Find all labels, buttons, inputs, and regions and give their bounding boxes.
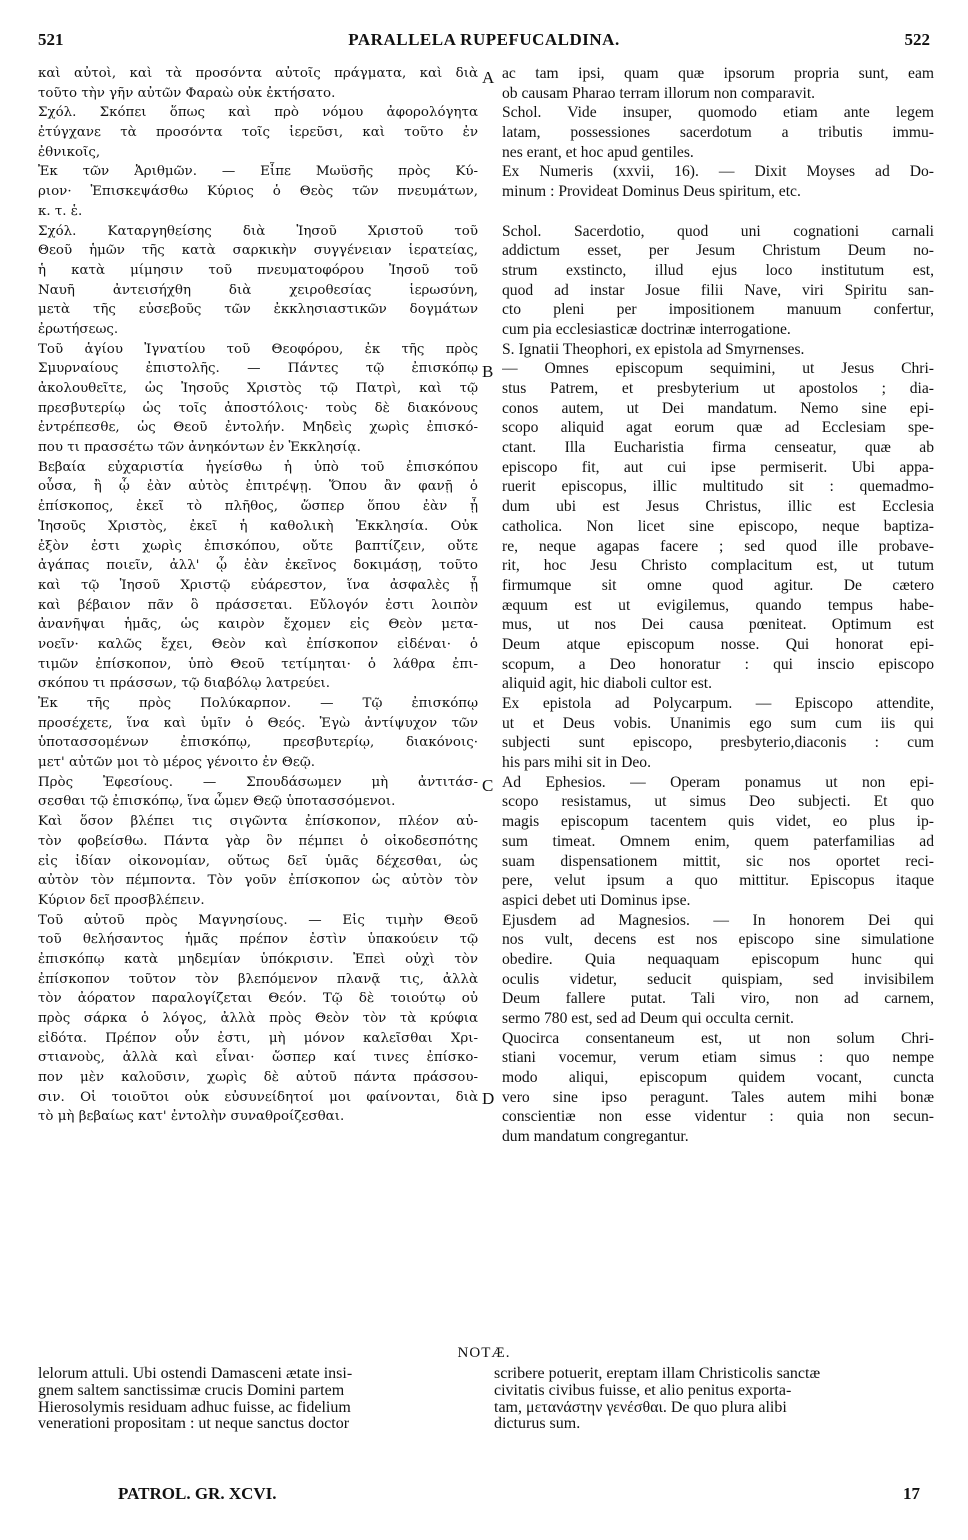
greek-text-line: μετ' αὐτῶν μοι τὸ μέρος γένοιτο ἐν Θεῷ.: [38, 755, 316, 771]
latin-text-line: scopum, a Deo honoratur : qui inscio episcopo: [502, 655, 934, 673]
section-marker-b: B: [482, 362, 494, 381]
page-number-left: 521: [38, 30, 64, 49]
footer-volume: PATROL. GR. XCVI.: [118, 1484, 277, 1503]
note-line: gnem saltem sanctissimæ crucis Domini partem: [38, 1382, 345, 1399]
greek-text-line: νοεῖν· καλῶς ἔχει, Θεὸν καὶ ἐπίσκοπον εἰδέναι· ὁ: [38, 636, 478, 652]
latin-text-line: his pars mihi sit in Deo.: [502, 754, 652, 772]
greek-text-line: Ἰησοῦς Χριστὸς, ἐκεῖ ἡ καθολικὴ Ἐκκλησία. Οὐκ: [38, 518, 478, 534]
greek-text-line: τοῦ θελήσαντος ἡμᾶς πρέπον ἐστὶν ὑπακούειν τῷ: [38, 932, 478, 948]
latin-text-line: mus, ut nos Dei causa pœniteat. Optimum est: [502, 616, 934, 634]
latin-text-line: ob causam Pharao terram illorum non comparavit.: [502, 84, 816, 102]
latin-text-line: — Omnes episcopum sequimini, ut Jesus Chri-: [502, 360, 934, 378]
greek-text-line: οὖσα, ἢ ᾧ ἐὰν αὐτὸς ἐπιτρέψῃ. Ὅπου ἂν φανῇ ὁ: [38, 479, 478, 495]
latin-text-line: nes erant, et hoc apud gentiles.: [502, 143, 694, 161]
note-line: venerationi propositam : ut neque sanctus doctor: [38, 1416, 350, 1433]
notes-heading: NOTÆ.: [457, 1345, 511, 1361]
greek-text-line: πρεσβυτερίῳ ὡς τοῖς ἀποστόλοις· τοὺς δὲ διακόνους: [38, 400, 478, 416]
greek-text-line: καὶ βέβαιον πᾶν ὃ πράσσεται. Εὔλογόν ἐστι λοιπὸν: [38, 597, 478, 613]
latin-text-line: ctant. Illa Eucharistia firma censeatur, quæ ab: [502, 439, 934, 457]
greek-text-line: τὸν φοβείσθω. Πάντα γὰρ ὃν πέμπει ὁ οἰκοδεσπότης: [38, 833, 478, 849]
greek-text-line: ἐπίσκοπος, ἐκεῖ τὸ πλῆθος, ὥσπερ ὅπου ἐὰν ᾖ: [38, 499, 478, 515]
latin-text-line: S. Ignatii Theophori, ex epistola ad Smyrnenses.: [502, 340, 805, 358]
greek-text-line: ἐθνικοῖς,: [38, 144, 101, 160]
greek-text-line: εἰδότα. Πρέπον οὖν ἐστι, μὴ μόνον καλεῖσθαι Χρι-: [38, 1030, 478, 1046]
note-line: tam, μετανάστην γενέσθαι. De quo plura alibi: [494, 1399, 787, 1416]
latin-text-line: nos vult, decens est nos episcopo sine simulatione: [502, 931, 934, 949]
latin-text-line: dum mandatum congregantur.: [502, 1128, 689, 1146]
greek-text-line: προσέχετε, ἵνα καὶ ὑμῖν ὁ Θεός. Ἐγὼ ἀντίψυχον τῶν: [38, 715, 478, 731]
running-title: PARALLELA RUPEFUCALDINA.: [348, 30, 620, 49]
latin-text-line: Deum atque episcopum nosse. Qui honorat epi-: [502, 635, 934, 653]
greek-text-line: ἀνανῆψαι ἡμᾶς, ὡς καιρὸν ἔχομεν εἰς Θεὸν μετα-: [38, 617, 478, 633]
greek-text-line: μετὰ τῆς εὐσεβοῦς τῶν ἐκκλησιαστικῶν δογμάτων: [38, 302, 478, 318]
greek-text-line: σιν. Οἱ τοιοῦτοι οὐκ εὐσυνείδητοί μοι φαίνονται, διὰ: [38, 1089, 478, 1105]
note-line: Hierosolymis residuam adhuc fuisse, ac fidelium: [38, 1399, 351, 1416]
latin-text-line: addictum esset, per Jesum Christum Deum no-: [502, 242, 934, 260]
greek-text-line: εἰς ἰδίαν οἰκονομίαν, οὕτως δεῖ ὑμᾶς δέχεσθαι, ὡς: [38, 853, 478, 869]
latin-text-line: modo aliqui, episcopum quidem vocant, cuncta: [502, 1069, 934, 1087]
latin-text-line: stiani vocemur, verum etiam simus : quo nempe: [502, 1049, 934, 1067]
latin-text-line: scopo resistamus, ut simus Deo subjecti. Et quo: [502, 793, 934, 811]
page-number-right: 522: [904, 30, 930, 49]
latin-text-line: cto pleni per impositionem manuum confertur,: [502, 301, 934, 319]
greek-text-line: ἐτύγχανε τὰ προσόντα τοῖς ἱερεῦσι, καὶ τοῦτο ἐν: [38, 125, 478, 141]
latin-text-line: ac tam ipsi, quam quæ ipsorum propria sunt, eam: [502, 65, 934, 82]
greek-text-line: καὶ τῷ Ἰησοῦ Χριστῷ εὐάρεστον, ἵνα ἀσφαλὲς ᾖ: [38, 577, 478, 593]
latin-text-line: stus Patrem, et presbyterium ut apostolos ; dia-: [502, 380, 934, 397]
latin-text-line: dum ubi est Jesus Christus, illic est Ecclesia: [502, 498, 934, 516]
note-line: civitatis civibus fuisse, et alio penitus exporta-: [494, 1382, 792, 1399]
latin-text-line: catholica. Non licet sine episcopo, neque baptiza-: [502, 517, 934, 535]
latin-text-line: minum : Provideat Dominus Deus spiritum, etc.: [502, 183, 801, 201]
note-line: lelorum attuli. Ubi ostendi Damasceni ætate insi-: [38, 1366, 353, 1382]
latin-text-line: re, neque agapas facere ; sed quod ille probave-: [502, 537, 934, 555]
greek-text-line: Σχόλ. Καταργηθείσης διὰ Ἰησοῦ Χριστοῦ τοῦ: [38, 223, 478, 239]
greek-text-line: αὐτὸν τὸν πέμποντα. Τὸν γοῦν ἐπίσκοπον ὡς αὐτὸν τὸν: [38, 873, 478, 889]
latin-text-line: [502, 202, 934, 222]
footer-signature: 17: [903, 1484, 920, 1503]
latin-text-line: Ejusdem ad Magnesios. — In honorem Dei qui: [502, 911, 934, 929]
latin-text-line: strum exstincto, illud ejus loco institutum est,: [502, 261, 934, 279]
greek-text-line: ἀκολουθεῖτε, ὡς Ἰησοῦς Χριστὸς τῷ Πατρὶ, καὶ τῷ: [38, 381, 478, 396]
latin-text-line: ruerit episcopus, illic multitudo sit : quemadmo-: [502, 478, 934, 496]
greek-text-line: τιμῶν ἐπίσκοπον, ὑπὸ Θεοῦ τετίμηται· ὁ λάθρα ἐπι-: [38, 656, 478, 672]
greek-text-line: ἀγάπας ποιεῖν, ἀλλ' ᾧ ἐὰν ἐκεῖνος δοκιμάσῃ, τοῦτο: [38, 558, 478, 574]
greek-text-line: σκόπου τι πράσσων, τῷ διαβόλῳ λατρεύει.: [38, 676, 331, 692]
latin-text-line: æquum est ut evigilemus, quando tempus habe-: [502, 596, 934, 614]
greek-text-line: Θεοῦ ἡμῶν τῆς κατὰ σαρκικὴν συγγένειαν ἱερατείας,: [38, 243, 478, 259]
greek-text-line: Κύριον δεῖ προσβλέπειν.: [38, 892, 205, 908]
greek-text-line: Ἐκ τῆς πρὸς Πολύκαρπον. — Τῷ ἐπισκόπῳ: [38, 696, 478, 711]
latin-text-line: obedire. Quia nequaquam episcopum hunc qui: [502, 950, 934, 968]
latin-text-line: magis episcopum tacentem quis videt, eo plus ip-: [502, 813, 934, 831]
latin-text-line: conos autem, ut Dei mandatum. Nemo sine epi-: [502, 399, 934, 417]
latin-text-line: Schol. Vide insuper, quomodo etiam ante legem: [502, 104, 934, 122]
greek-text-line: Πρὸς Ἐφεσίους. — Σπουδάσωμεν μὴ ἀντιτάσ-: [38, 774, 478, 790]
note-line: scribere potuerit, ereptam illam Christicolis sanctæ: [494, 1366, 821, 1382]
greek-text-line: τὸν ἀόρατον παραλογίζεται Θεόν. Τῷ δὲ τοιούτῳ οὐ: [38, 991, 478, 1007]
greek-text-line: ἐξὸν ἐστι χωρὶς ἐπισκόπου, οὔτε βαπτίζειν, οὔτε: [38, 538, 478, 554]
latin-text-line: firmumque sit omne quod agitur. De cætero: [502, 576, 934, 594]
greek-text-line: τὸ μὴ βεβαίως κατ' ἐντολὴν συναθροίζεσθαι.: [38, 1109, 345, 1125]
greek-text-line: ἐντρέπεσθε, ὡς Θεοῦ ἐντολήν. Μηδεὶς χωρὶς ἐπισκό-: [38, 420, 478, 436]
latin-text-line: sum timeat. Omnem enim, quem paterfamilias ad: [502, 832, 934, 850]
latin-text-line: aliquid agit, hic diaboli cultor est.: [502, 675, 713, 693]
section-marker-d: D: [482, 1089, 495, 1108]
latin-text-line: oculis videtur, seducit quispiam, sed invisibilem: [502, 970, 934, 988]
latin-text-line: pere, velut ipsum a quo mittitur. Episcopus itaque: [502, 872, 934, 890]
latin-text-line: Ex epistola ad Polycarpum. — Episcopo attendite,: [502, 695, 934, 712]
note-line: dicturus sum.: [494, 1416, 581, 1433]
greek-text-line: τοῦτο τὴν γῆν αὐτῶν Φαραὼ οὐκ ἐκτήσατο.: [38, 85, 336, 101]
latin-text-line: Quocirca consentaneum est, ut non solum Chri-: [502, 1029, 934, 1047]
latin-text-line: Ad Ephesios. — Operam ponamus ut non epi-: [502, 773, 934, 791]
latin-column: [502, 64, 934, 1147]
latin-text-line: ut et Deus vobis. Unanimis ego sum cum iis qui: [502, 714, 934, 732]
greek-text-line: ἐπισκόπῳ κατὰ μηδεμίαν ὑπόκρισιν. Ἐπεὶ οὐχὶ τὸν: [38, 951, 478, 967]
latin-text-line: quod ad instar Josue filii Nave, viri Spiritu san-: [502, 281, 934, 299]
latin-text-line: sermo 780 est, sed ad Deum qui occulta cernit.: [502, 1010, 794, 1027]
latin-text-line: Ex Numeris (xxvii, 16). — Dixit Moyses ad Do-: [502, 163, 934, 181]
greek-text-line: που τι πρασσέτω τῶν ἀνηκόντων ἐν Ἐκκλησίᾳ.: [38, 440, 361, 456]
greek-text-line: ἡ κατὰ μίμησιν τοῦ πνευματοφόρου Ἰησοῦ τοῦ: [38, 262, 478, 278]
notes-left-column: [38, 1366, 480, 1433]
section-marker-c: C: [482, 776, 494, 795]
latin-text-line: Deum fallere putat. Tali viro, non ad carnem,: [502, 990, 934, 1008]
greek-text-line: ὑποτασσομένων ἐπισκόπῳ, πρεσβυτερίῳ, διακόνοις·: [38, 735, 478, 751]
latin-text-line: Schol. Sacerdotio, quod uni cognationi carnali: [502, 222, 934, 240]
greek-text-line: Ἐκ τῶν Ἀριθμῶν. — Εἶπε Μωϋσῆς πρὸς Κύ-: [38, 164, 478, 180]
latin-text-line: conscientiæ non esse videntur : quia non secun-: [502, 1108, 934, 1126]
latin-text-line: suam dispensationem mittit, sic nos oportet reci-: [502, 852, 934, 870]
greek-text-line: ριον· Ἐπισκεψάσθω Κύριος ὁ Θεὸς τῶν πνευμάτων,: [38, 184, 478, 200]
greek-text-line: πον μὲν καλοῦσιν, χωρὶς δὲ αὐτοῦ πάντα πράσσου-: [38, 1070, 478, 1086]
latin-text-line: rit, hoc Jesu Christo complacitum est, ut tutum: [502, 557, 934, 575]
greek-text-line: ἐπίσκοπον τοῦτον τὸν βλεπόμενον πλανᾷ τις, ἀλλὰ: [38, 971, 478, 987]
greek-text-line: κ. τ. ἑ.: [38, 203, 83, 219]
greek-text-line: Σχόλ. Σκόπει ὅπως καὶ πρὸ νόμου ἀφορολόγητα: [38, 105, 478, 121]
latin-text-line: scopo aliquid agat eorum quæ ad Ecclesiam spe-: [502, 419, 934, 437]
greek-text-line: καὶ αὐτοὶ, καὶ τὰ προσόντα αὐτοῖς πράγματα, καὶ διὰ: [38, 66, 478, 81]
greek-text-line: Σμυρναίους ἐπιστολῆς. — Πάντες τῷ ἐπισκόπῳ: [38, 361, 478, 377]
latin-text-line: subjecti sunt episcopo, presbyterio,diaconis : cum: [502, 734, 934, 752]
latin-text-line: aspici debet uti Dominus ipse.: [502, 891, 691, 909]
greek-text-line: Βεβαία εὐχαριστία ἡγείσθω ἡ ὑπὸ τοῦ ἐπισκόπου: [38, 459, 478, 475]
greek-text-line: Καὶ ὅσον βλέπει τις σιγῶντα ἐπίσκοπον, πλέον αὐ-: [38, 814, 478, 830]
greek-text-line: Ναυῆ ἀντεισήχθη διὰ χειροθεσίας ἱερωσύνη,: [38, 282, 478, 298]
greek-text-line: ἐρωτήσεως.: [38, 321, 119, 337]
notes-right-column: [494, 1366, 934, 1433]
greek-text-line: Τοῦ ἁγίου Ἰγνατίου τοῦ Θεοφόρου, ἐκ τῆς πρὸς: [38, 341, 478, 357]
latin-text-line: vero sine ipso peragunt. Tales autem mihi bonæ: [502, 1088, 934, 1106]
latin-text-line: episcopo fit, aut cui ipse permiserit. Ubi appa-: [502, 458, 934, 476]
greek-text-line: πρὸς σάρκα ὁ λόγος, ἀλλὰ πρὸς Θεὸν τὸν τὰ κρύφια: [38, 1011, 478, 1026]
latin-text-line: cum pia ecclesiasticæ doctrinæ interrogatione.: [502, 320, 791, 338]
greek-text-line: Τοῦ αὐτοῦ πρὸς Μαγνησίους. — Εἰς τιμὴν Θεοῦ: [38, 912, 478, 928]
greek-column: [38, 64, 478, 1127]
greek-text-line: στιανοὺς, ἀλλὰ καὶ εἶναι· ὥσπερ καί τινες ἐπίσκο-: [38, 1050, 478, 1066]
greek-text-line: σεσθαι τῷ ἐπισκόπῳ, ἵνα ὦμεν Θεῷ ὑποτασσόμενοι.: [38, 794, 396, 810]
section-marker-a: A: [482, 68, 495, 87]
latin-text-line: latam, possessiones sacerdotum a tributis immu-: [502, 124, 934, 142]
page-header: [38, 30, 930, 56]
